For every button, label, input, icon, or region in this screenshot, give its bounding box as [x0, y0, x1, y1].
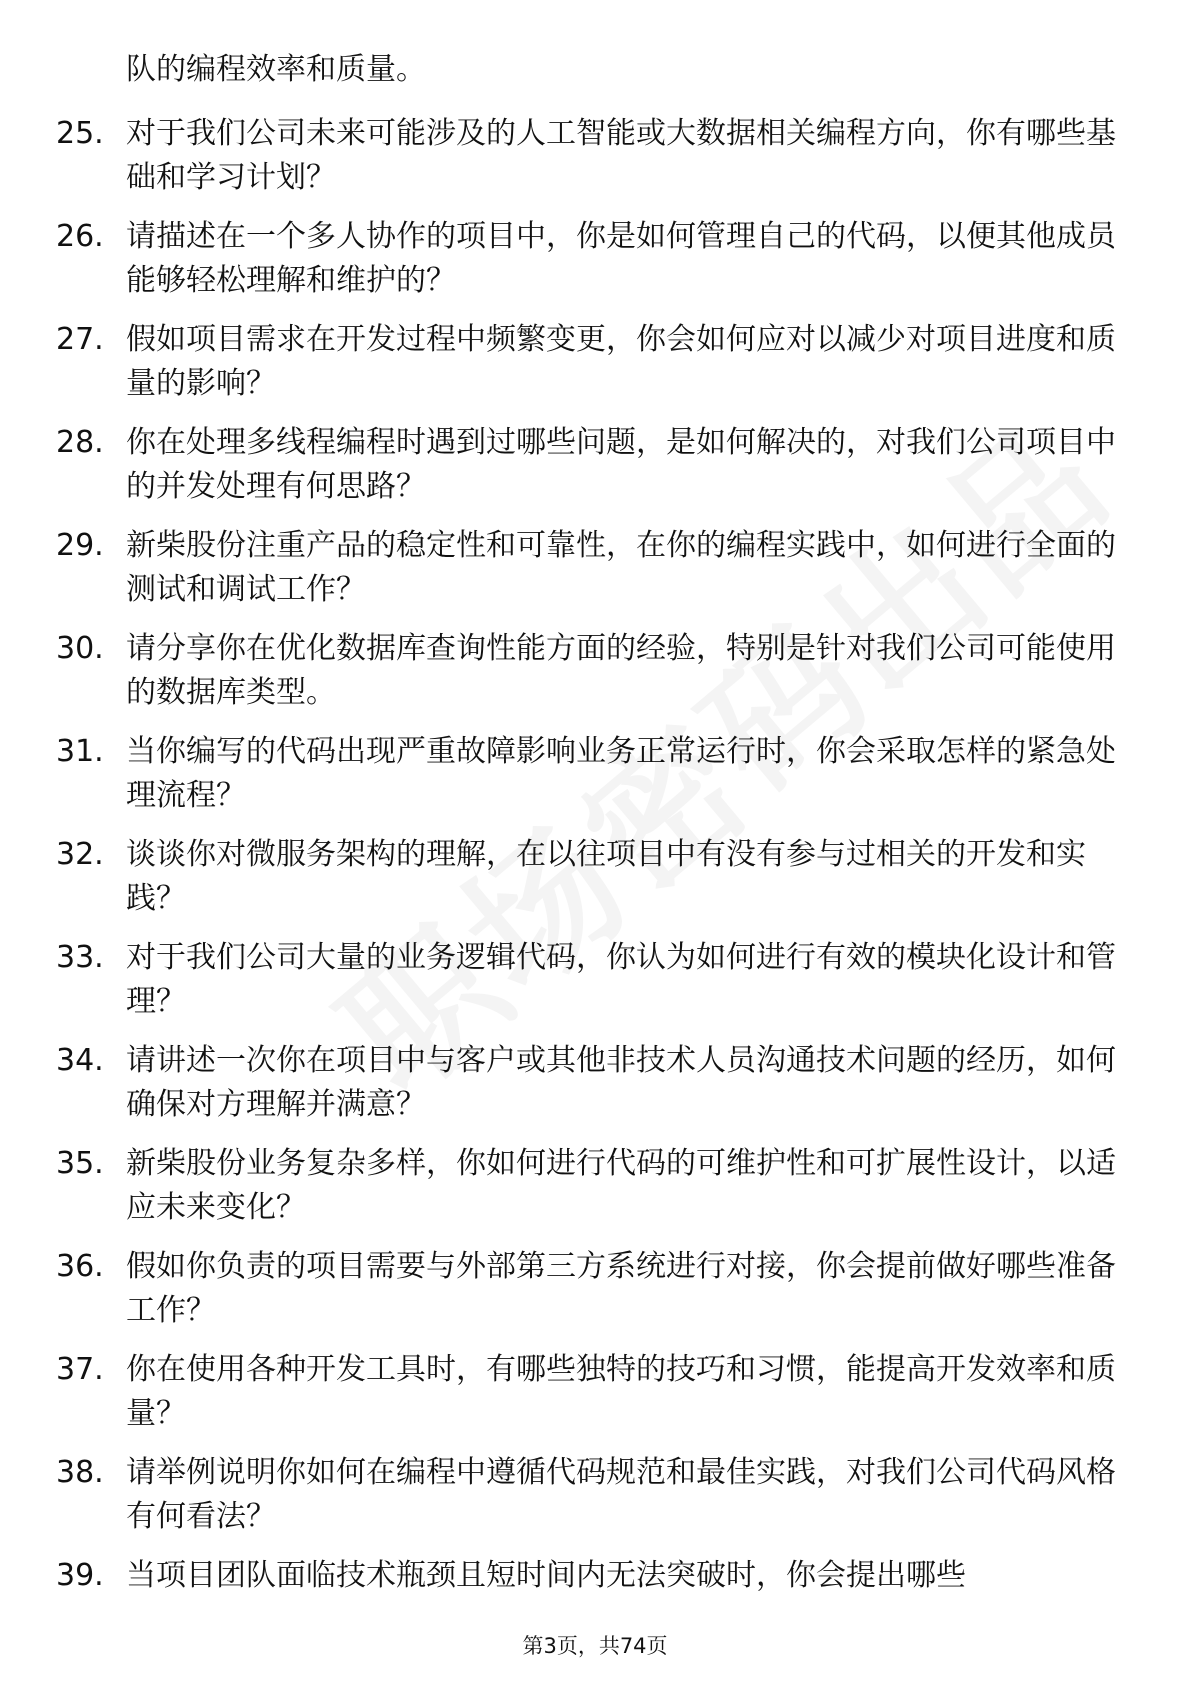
- question-text: 假如项目需求在开发过程中频繁变更，你会如何应对以减少对项目进度和质量的影响？: [126, 322, 1116, 401]
- question-list: [0, 112, 1190, 1657]
- question-text: 请举例说明你如何在编程中遵循代码规范和最佳实践，对我们公司代码风格有何看法？: [126, 1455, 1116, 1534]
- continuation-text: 队的编程效率和质量。: [126, 52, 426, 87]
- question-number: 36.: [56, 1249, 104, 1284]
- question-number: 27.: [56, 322, 104, 357]
- question-item: [0, 421, 1190, 524]
- question-item: [0, 524, 1190, 627]
- question-item: [0, 1039, 1190, 1142]
- question-number: 30.: [56, 631, 104, 666]
- question-text: 新柴股份注重产品的稳定性和可靠性，在你的编程实践中，如何进行全面的测试和调试工作？: [126, 528, 1116, 607]
- question-text: 谈谈你对微服务架构的理解，在以往项目中有没有参与过相关的开发和实践？: [126, 837, 1086, 916]
- question-number: 34.: [56, 1043, 104, 1078]
- question-text: 对于我们公司大量的业务逻辑代码，你认为如何进行有效的模块化设计和管理？: [126, 940, 1116, 1019]
- question-text: 当项目团队面临技术瓶颈且短时间内无法突破时，你会提出哪些: [126, 1558, 966, 1593]
- question-text: 假如你负责的项目需要与外部第三方系统进行对接，你会提前做好哪些准备工作？: [126, 1249, 1116, 1328]
- question-text: 对于我们公司未来可能涉及的人工智能或大数据相关编程方向，你有哪些基础和学习计划？: [126, 116, 1116, 195]
- question-number: 25.: [56, 116, 104, 151]
- question-number: 33.: [56, 940, 104, 975]
- question-item: [0, 318, 1190, 421]
- page-footer: 第3页，共74页: [522, 1634, 668, 1658]
- question-item: [0, 936, 1190, 1039]
- question-text: 请分享你在优化数据库查询性能方面的经验，特别是针对我们公司可能使用的数据库类型。: [126, 631, 1116, 710]
- question-item: [0, 730, 1190, 833]
- question-item: [0, 1142, 1190, 1245]
- question-number: 37.: [56, 1352, 104, 1387]
- question-text: 新柴股份业务复杂多样，你如何进行代码的可维护性和可扩展性设计，以适应未来变化？: [126, 1146, 1116, 1225]
- question-text: 请描述在一个多人协作的项目中，你是如何管理自己的代码，以便其他成员能够轻松理解和维护的？: [126, 219, 1116, 298]
- question-text: 你在处理多线程编程时遇到过哪些问题，是如何解决的，对我们公司项目中的并发处理有何思路？: [126, 425, 1116, 504]
- question-text: 你在使用各种开发工具时，有哪些独特的技巧和习惯，能提高开发效率和质量？: [126, 1352, 1116, 1431]
- question-item: [0, 627, 1190, 730]
- question-item: [0, 112, 1190, 215]
- question-number: 26.: [56, 219, 104, 254]
- question-number: 35.: [56, 1146, 104, 1181]
- question-text: 请讲述一次你在项目中与客户或其他非技术人员沟通技术问题的经历，如何确保对方理解并满意？: [126, 1043, 1116, 1122]
- question-item: [0, 1245, 1190, 1348]
- question-item: [0, 215, 1190, 318]
- question-item: [0, 833, 1190, 936]
- question-number: 39.: [56, 1558, 104, 1593]
- question-item: [0, 1348, 1190, 1451]
- question-number: 31.: [56, 734, 104, 769]
- question-number: 28.: [56, 425, 104, 460]
- question-number: 29.: [56, 528, 104, 563]
- question-text: 当你编写的代码出现严重故障影响业务正常运行时，你会采取怎样的紧急处理流程？: [126, 734, 1116, 813]
- question-number: 38.: [56, 1455, 104, 1490]
- question-number: 32.: [56, 837, 104, 872]
- question-item: [0, 1451, 1190, 1554]
